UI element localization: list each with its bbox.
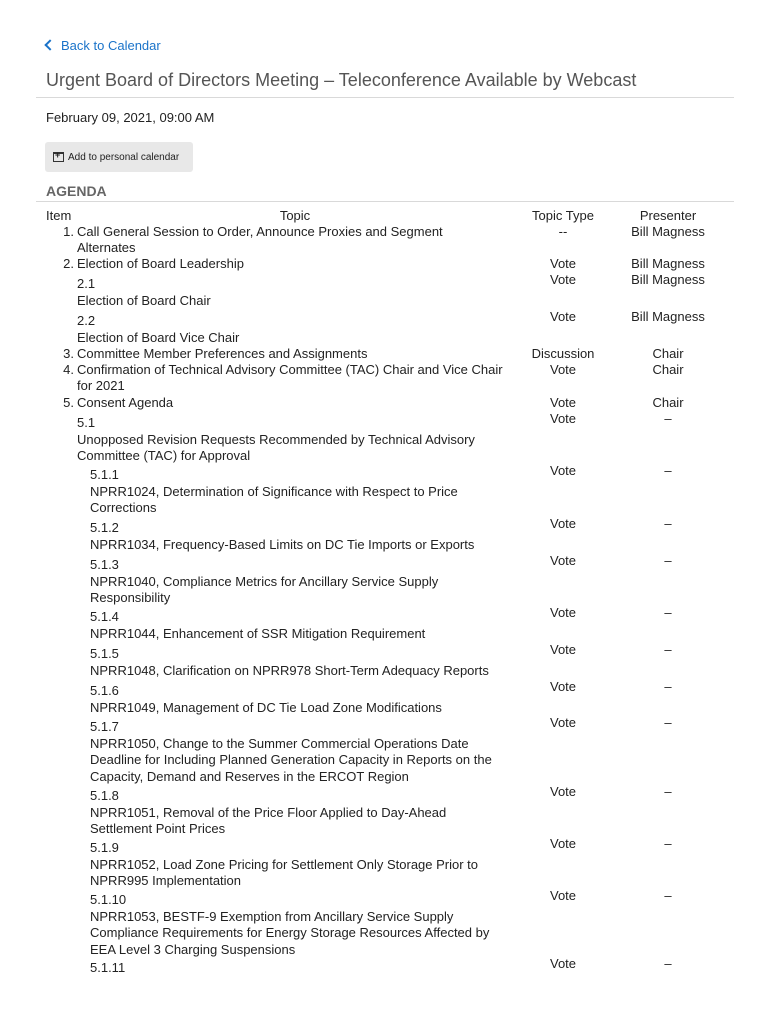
item-presenter: Chair [652, 346, 684, 361]
item-topic-type: Vote [549, 605, 577, 620]
column-header-topic: Topic [279, 208, 311, 223]
item-topic: Election of Board Vice Chair [77, 330, 240, 345]
item-topic: Compliance Requirements for Energy Storage Resources Affected by [90, 925, 490, 941]
item-topic-type: Vote [549, 956, 577, 971]
item-topic: Unopposed Revision Requests Recommended by Technical Advisory [77, 432, 475, 447]
item-topic-type: Vote [549, 463, 577, 478]
item-presenter: – [664, 784, 672, 799]
item-number: 3. [63, 346, 74, 361]
item-topic-type: Discussion [531, 346, 595, 361]
item-topic-type: Vote [549, 272, 577, 287]
meeting-datetime: February 09, 2021, 09:00 AM [46, 110, 215, 125]
agenda-heading: AGENDA [46, 183, 107, 199]
item-topic: Committee Member Preferences and Assignments [77, 346, 368, 361]
item-topic: for 2021 [77, 378, 125, 394]
item-number: 5.1.2 [90, 520, 119, 535]
item-presenter: – [664, 463, 672, 478]
item-topic-type: Vote [549, 715, 577, 730]
item-number: 5.1 [77, 415, 96, 430]
item-number: 5.1.8 [90, 788, 119, 803]
item-number: 2. [63, 256, 74, 271]
item-topic: Call General Session to Order, Announce Proxies and Segment [77, 224, 443, 239]
column-header-topic-type: Topic Type [532, 208, 594, 223]
item-number: 4. [63, 362, 74, 377]
item-number: 5.1.7 [90, 719, 119, 734]
item-topic: NPRR1044, Enhancement of SSR Mitigation Requirement [90, 626, 426, 641]
item-topic: Consent Agenda [77, 395, 174, 410]
item-topic: Corrections [90, 500, 157, 516]
item-topic: Confirmation of Technical Advisory Committee (TAC) Chair and Vice Chair [77, 362, 503, 377]
item-topic-type: Vote [549, 784, 577, 799]
item-presenter: Bill Magness [631, 224, 705, 239]
item-topic-type: -- [558, 224, 568, 239]
back-to-calendar-link[interactable] [46, 38, 161, 53]
item-topic-type: Vote [549, 516, 577, 531]
item-number: 5.1.11 [90, 960, 126, 975]
item-number: 2.2 [77, 313, 96, 328]
item-presenter: Bill Magness [631, 272, 705, 287]
item-topic-type: Vote [549, 256, 577, 271]
item-topic: NPRR1034, Frequency-Based Limits on DC Tie Imports or Exports [90, 537, 475, 552]
item-topic: NPRR1051, Removal of the Price Floor Applied to Day-Ahead [90, 805, 447, 820]
back-link-label: Back to Calendar [61, 38, 161, 53]
item-presenter: – [664, 836, 672, 851]
item-topic-type: Vote [549, 836, 577, 851]
add-to-calendar-button[interactable] [45, 142, 193, 172]
item-presenter: Chair [652, 395, 684, 410]
item-topic: NPRR1052, Load Zone Pricing for Settlement Only Storage Prior to [90, 857, 479, 872]
item-topic-type: Vote [549, 411, 577, 426]
item-topic: Election of Board Chair [77, 293, 211, 308]
item-presenter: – [664, 888, 672, 903]
item-presenter: Bill Magness [631, 256, 705, 271]
add-to-calendar-label: Add to personal calendar [68, 151, 180, 163]
item-topic-type: Vote [549, 553, 577, 568]
item-topic: NPRR1050, Change to the Summer Commercial Operations Date [90, 736, 469, 751]
item-topic: Election of Board Leadership [77, 256, 244, 271]
item-topic: Committee (TAC) for Approval [77, 448, 251, 464]
item-topic: EEA Level 3 Charging Suspensions [90, 941, 296, 957]
item-topic-type: Vote [549, 395, 577, 410]
item-topic: Alternates [77, 240, 136, 256]
item-presenter: – [664, 411, 672, 426]
item-presenter: – [664, 715, 672, 730]
column-header-presenter: Presenter [639, 208, 697, 223]
item-presenter: Bill Magness [631, 309, 705, 324]
column-header-item: Item [46, 208, 72, 223]
item-presenter: – [664, 642, 672, 657]
item-presenter: Chair [652, 362, 684, 377]
chevron-left-icon [44, 39, 55, 50]
item-topic-type: Vote [549, 888, 577, 903]
item-number: 5.1.9 [90, 840, 119, 855]
page-title: Urgent Board of Directors Meeting – Teleconference Available by Webcast [46, 70, 637, 90]
item-topic-type: Vote [549, 309, 577, 324]
item-presenter: – [664, 516, 672, 531]
item-number: 5.1.5 [90, 646, 119, 661]
item-topic: NPRR1024, Determination of Significance with Respect to Price [90, 484, 458, 499]
item-number: 5.1.3 [90, 557, 119, 572]
item-topic-type: Vote [549, 642, 577, 657]
calendar-add-icon [53, 152, 64, 162]
item-number: 2.1 [77, 276, 96, 291]
item-number: 5. [63, 395, 74, 410]
divider [36, 201, 734, 202]
item-topic: NPRR1049, Management of DC Tie Load Zone Modifications [90, 700, 442, 715]
item-topic-type: Vote [549, 679, 577, 694]
item-number: 1. [63, 224, 74, 239]
item-topic-type: Vote [549, 362, 577, 377]
item-number: 5.1.4 [90, 609, 119, 624]
item-topic: NPRR1048, Clarification on NPRR978 Short-Term Adequacy Reports [90, 663, 489, 678]
item-topic: Deadline for Including Planned Generation Capacity in Reports on the [90, 752, 492, 768]
item-topic: Capacity, Demand and Reserves in the ERCOT Region [90, 768, 409, 784]
item-topic: Settlement Point Prices [90, 821, 226, 837]
item-topic: NPRR1053, BESTF-9 Exemption from Ancillary Service Supply [90, 909, 454, 924]
divider [36, 97, 734, 98]
item-number: 5.1.1 [90, 467, 119, 482]
item-number: 5.1.6 [90, 683, 119, 698]
item-presenter: – [664, 679, 672, 694]
item-topic: Responsibility [90, 590, 171, 606]
item-topic: NPRR1040, Compliance Metrics for Ancillary Service Supply [90, 574, 439, 589]
item-presenter: – [664, 553, 672, 568]
item-presenter: – [664, 605, 672, 620]
item-number: 5.1.10 [90, 892, 127, 907]
item-presenter: – [664, 956, 672, 971]
item-topic: NPRR995 Implementation [90, 873, 242, 889]
